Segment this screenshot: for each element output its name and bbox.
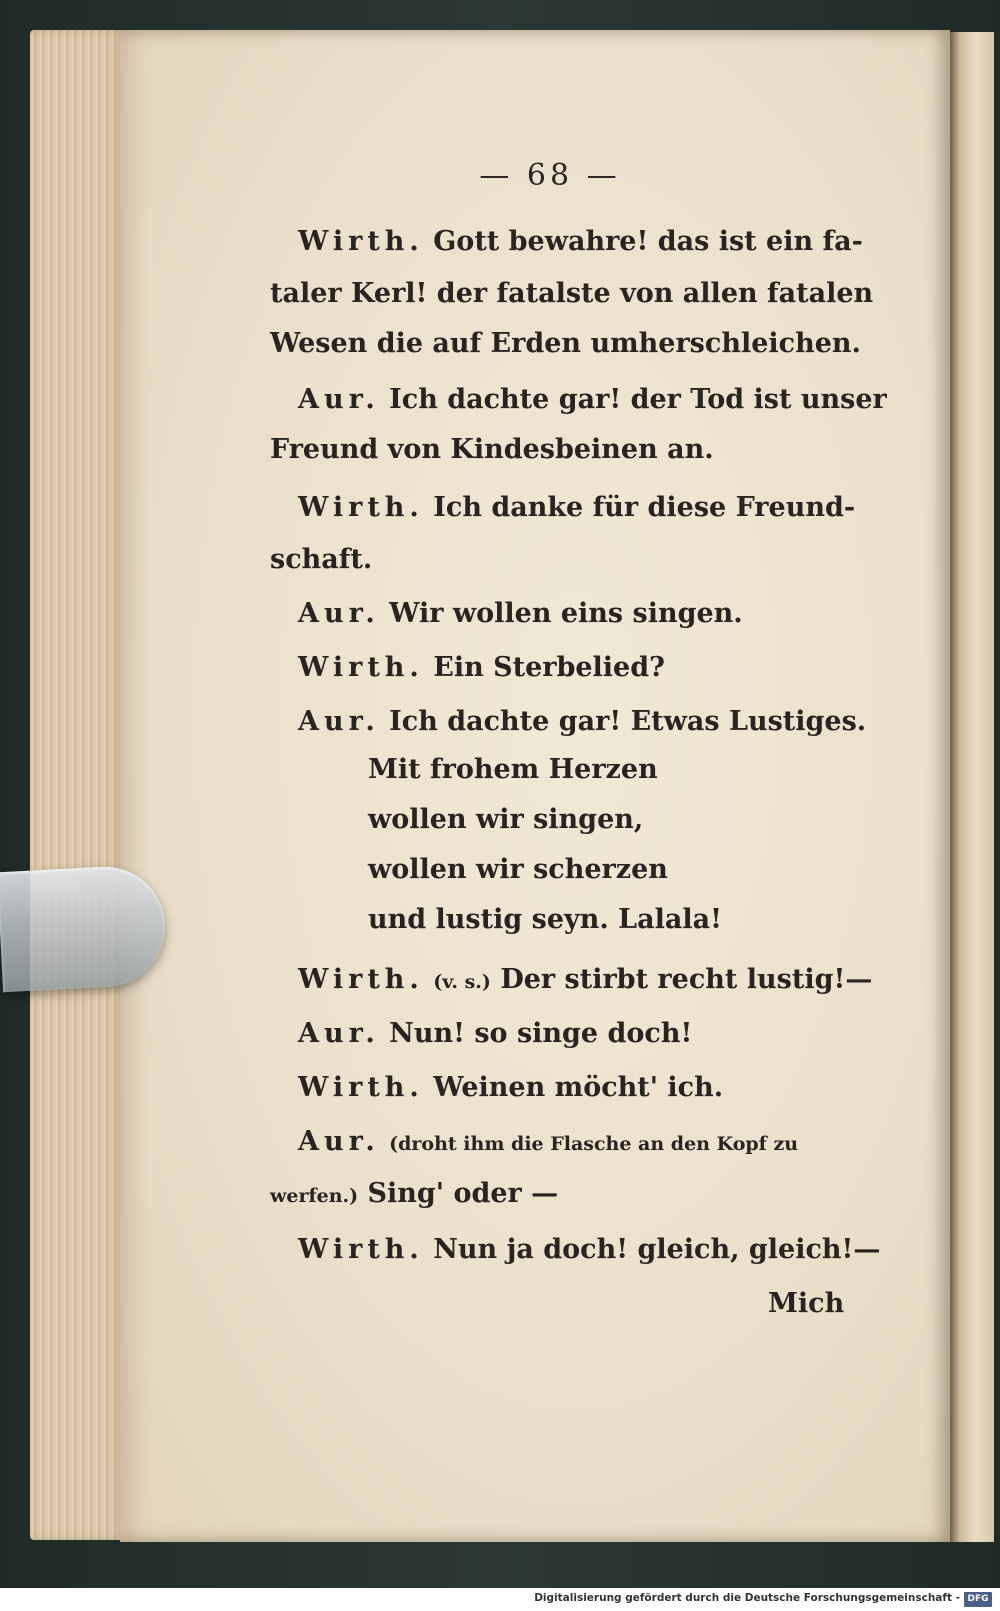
- footer-bar: [0, 1588, 1000, 1611]
- line-text: Sing' oder —: [367, 1178, 559, 1209]
- speaker-label: Aur.: [298, 1018, 380, 1049]
- text-line: [298, 1234, 880, 1266]
- text-line: [298, 598, 743, 630]
- text-line: [298, 1126, 798, 1160]
- line-text: wollen wir singen,: [368, 804, 644, 835]
- stage-direction: werfen.): [270, 1185, 359, 1207]
- speaker-label: Aur.: [298, 706, 380, 737]
- line-text: Mich: [768, 1288, 845, 1319]
- text-line: [270, 434, 714, 466]
- page-number: — 68 —: [479, 158, 621, 193]
- text-line: [270, 328, 861, 360]
- stage-direction: (droht ihm die Flasche an den Kopf zu: [389, 1133, 799, 1155]
- speaker-label: Aur.: [298, 1126, 380, 1157]
- line-text: Nun! so singe doch!: [389, 1018, 693, 1049]
- line-text: Ich dachte gar! Etwas Lustiges.: [389, 706, 867, 737]
- text-line: [270, 1178, 558, 1212]
- line-text: Ich dachte gar! der Tod ist unser: [389, 384, 887, 415]
- text-line: [298, 226, 863, 258]
- verse-line: [368, 854, 668, 886]
- line-text: Freund von Kindesbeinen an.: [270, 434, 714, 465]
- speaker-label: Wirth.: [298, 652, 424, 683]
- speaker-label: Wirth.: [298, 1234, 424, 1265]
- footer-credit: Digitalisierung gefördert durch die Deutsche Forschungsgemeinschaft -: [534, 1592, 960, 1604]
- text-line: [298, 492, 855, 524]
- speaker-label: Aur.: [298, 598, 380, 629]
- line-text: Weinen möcht' ich.: [433, 1072, 724, 1103]
- text-line: [298, 1072, 723, 1104]
- line-text: Wir wollen eins singen.: [389, 598, 743, 629]
- dfg-logo-icon: DFG: [964, 1592, 992, 1607]
- page-clip: [0, 864, 168, 992]
- line-text: Nun ja doch! gleich, gleich!—: [433, 1234, 881, 1265]
- line-text: und lustig seyn. Lalala!: [368, 904, 722, 935]
- line-text: wollen wir scherzen: [368, 854, 668, 885]
- line-text: Wesen die auf Erden umherschleichen.: [270, 328, 861, 359]
- speaker-label: Wirth.: [298, 964, 424, 995]
- speaker-label: Wirth.: [298, 1072, 424, 1103]
- text-line: [298, 384, 887, 416]
- book-page: [120, 30, 950, 1542]
- text-line: [270, 544, 372, 576]
- line-text: Ich danke für diese Freund-: [433, 492, 856, 523]
- text-line: [298, 964, 872, 998]
- line-text: Der stirbt recht lustig!—: [500, 964, 873, 995]
- stage-direction: (v. s.): [433, 971, 491, 993]
- speaker-label: Wirth.: [298, 226, 424, 257]
- catchword: [768, 1288, 844, 1320]
- line-text: Ein Sterbelied?: [433, 652, 665, 683]
- line-text: Gott bewahre! das ist ein fa-: [433, 226, 863, 257]
- line-text: Mit frohem Herzen: [368, 754, 658, 785]
- speaker-label: Aur.: [298, 384, 380, 415]
- text-line: [298, 706, 866, 738]
- line-text: schaft.: [270, 544, 373, 575]
- verse-line: [368, 754, 658, 786]
- speaker-label: Wirth.: [298, 492, 424, 523]
- verse-line: [368, 804, 643, 836]
- line-text: taler Kerl! der fatalste von allen fatalen: [270, 278, 874, 309]
- page-stack-edge: [30, 30, 125, 1540]
- facing-page-edge: [948, 32, 994, 1542]
- text-line: [298, 652, 665, 684]
- text-line: [298, 1018, 692, 1050]
- verse-line: [368, 904, 722, 936]
- text-line: [270, 278, 873, 310]
